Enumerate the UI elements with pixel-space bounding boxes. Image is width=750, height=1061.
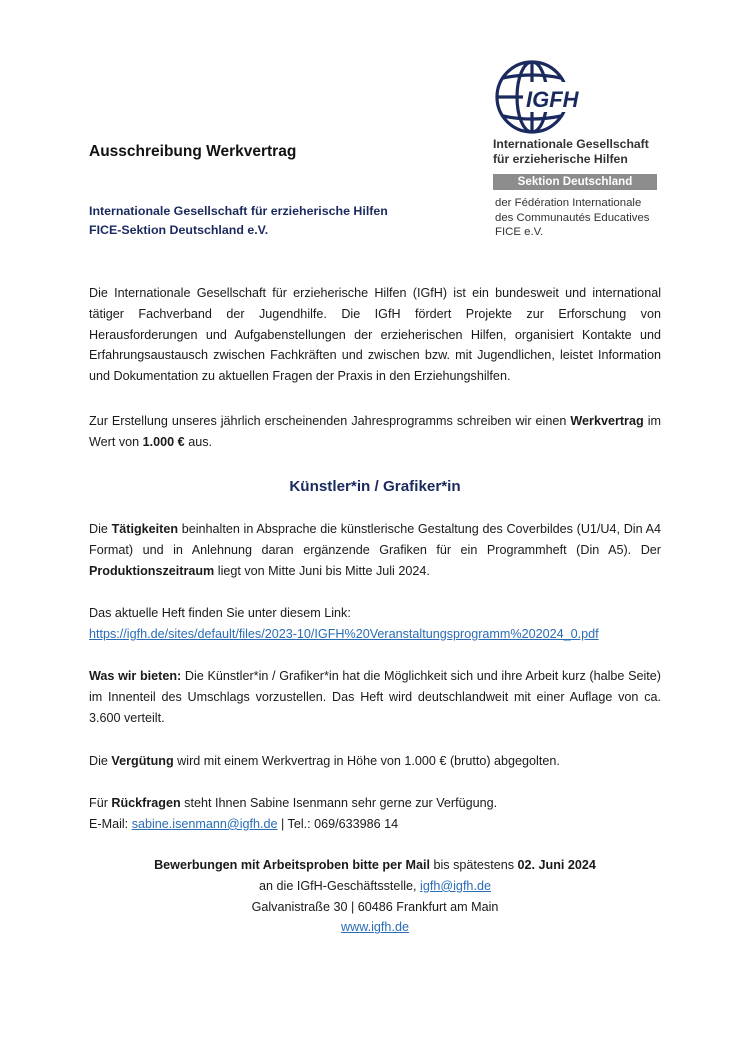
organization-name <box>89 202 388 240</box>
intro-text: Die Internationale Gesellschaft für erzieherische Hilfen (IGfH) ist ein bundesweit und international tätiger Fachverband der Jugendhilfe. Die IGfH fördert Projekte zur Erforschung von Herausforderungen und Aufgabenstellungen der erzieherischen Hilfen, organisiert Kontakte und Erfahrungsaustausch zwischen Fachkräften und zwischen bzw. mit Jugendlichen, leistet Information und Dokumentation zu aktuellen Fragen der Praxis in den Erziehungshilfen. <box>89 286 661 384</box>
application-recipient-text: an die IGfH-Geschäftsstelle, <box>259 878 421 893</box>
igfh-logo <box>493 58 663 136</box>
contact-text-2: steht Ihnen Sabine Isenmann sehr gerne zur Verfügung. <box>180 796 498 810</box>
tasks-text-2: beinhalten in Absprache die künstlerische Gestaltung des Coverbildes (U1/U4, Din A4 Format) und in Anlehnung daran ergänzende Grafiken für ein Programmheft (Din A5). Der <box>89 522 661 557</box>
contact-text-1: Für <box>89 796 112 810</box>
logo-mark-text: IGFH <box>526 87 579 112</box>
contact-bold-queries: Rückfragen <box>111 796 181 810</box>
contact-paragraph <box>89 793 661 835</box>
payment-text-2: wird mit einem Werkvertrag in Höhe von 1.000 € (brutto) abgegolten. <box>173 754 560 768</box>
website-link[interactable]: www.igfh.de <box>341 920 409 935</box>
logo-sub-line-3: FICE e.V. <box>495 226 544 238</box>
contact-phone: | Tel.: 069/633986 14 <box>277 816 399 831</box>
benefits-paragraph <box>89 666 661 728</box>
application-address: Galvanistraße 30 | 60486 Frankfurt am Main <box>251 899 499 914</box>
benefits-text: Die Künstler*in / Grafiker*in hat die Möglichkeit sich und ihre Arbeit kurz (halbe Seite) im Innenteil des Umschlags vorzustellen. Das Heft wird deutschlandweit mit einer Auflage von ca. 3.600 verteilt. <box>89 669 662 725</box>
intro-paragraph <box>89 283 661 387</box>
logo-section-band: Sektion Deutschland <box>493 174 657 190</box>
link-intro-text: Das aktuelle Heft finden Sie unter diesem Link: <box>89 606 351 620</box>
contact-email-label: E-Mail: <box>89 816 132 831</box>
tasks-text-1: Die <box>89 522 112 536</box>
offer-text-3: aus. <box>184 434 213 449</box>
tasks-paragraph <box>89 519 661 581</box>
logo-name-line-1: Internationale Gesellschaft <box>493 137 649 151</box>
benefits-bold-label: Was wir bieten: <box>89 669 182 683</box>
tasks-bold-period: Produktionszeitraum <box>89 563 215 578</box>
organization-line-1: Internationale Gesellschaft für erzieherische Hilfen <box>89 204 388 218</box>
application-email-link[interactable]: igfh@igfh.de <box>420 878 491 893</box>
document-title: Ausschreibung Werkvertrag <box>89 143 297 160</box>
logo-sub-line-2: des Communautés Educatives <box>495 211 650 224</box>
application-bold-date: 02. Juni 2024 <box>517 858 596 872</box>
offer-bold-amount: 1.000 € <box>142 434 185 449</box>
logo-subtitle <box>495 196 650 240</box>
offer-bold-contract: Werkvertrag <box>570 414 644 428</box>
offer-paragraph <box>89 411 661 453</box>
logo-sub-line-1: der Fédération Internationale <box>495 197 642 209</box>
offer-text-2: im Wert von <box>89 414 661 449</box>
contact-email-link[interactable]: sabine.isenmann@igfh.de <box>131 816 278 831</box>
application-text-deadline: bis spätestens <box>430 858 518 872</box>
logo-organization-name <box>493 137 649 167</box>
tasks-text-3: liegt von Mitte Juni bis Mitte Juli 2024. <box>214 563 430 578</box>
position-heading: Künstler*in / Grafiker*in <box>289 478 461 495</box>
payment-paragraph <box>89 751 661 772</box>
offer-text-1: Zur Erstellung unseres jährlich erscheinenden Jahresprogramms schreiben wir einen <box>89 414 571 428</box>
program-pdf-link[interactable]: https://igfh.de/sites/default/files/2023-10/IGFH%20Veranstaltungsprogramm%202024_0.pdf <box>89 626 599 641</box>
organization-line-2: FICE-Sektion Deutschland e.V. <box>89 223 269 237</box>
logo-name-line-2: für erzieherische Hilfen <box>493 152 628 166</box>
payment-bold-remuneration: Vergütung <box>111 754 174 768</box>
application-bold-instruction: Bewerbungen mit Arbeitsproben bitte per Mail <box>154 858 430 872</box>
tasks-bold-activities: Tätigkeiten <box>111 522 179 536</box>
globe-icon <box>493 58 583 136</box>
link-paragraph <box>89 603 661 645</box>
application-block <box>89 855 661 938</box>
payment-text-1: Die <box>89 754 112 768</box>
